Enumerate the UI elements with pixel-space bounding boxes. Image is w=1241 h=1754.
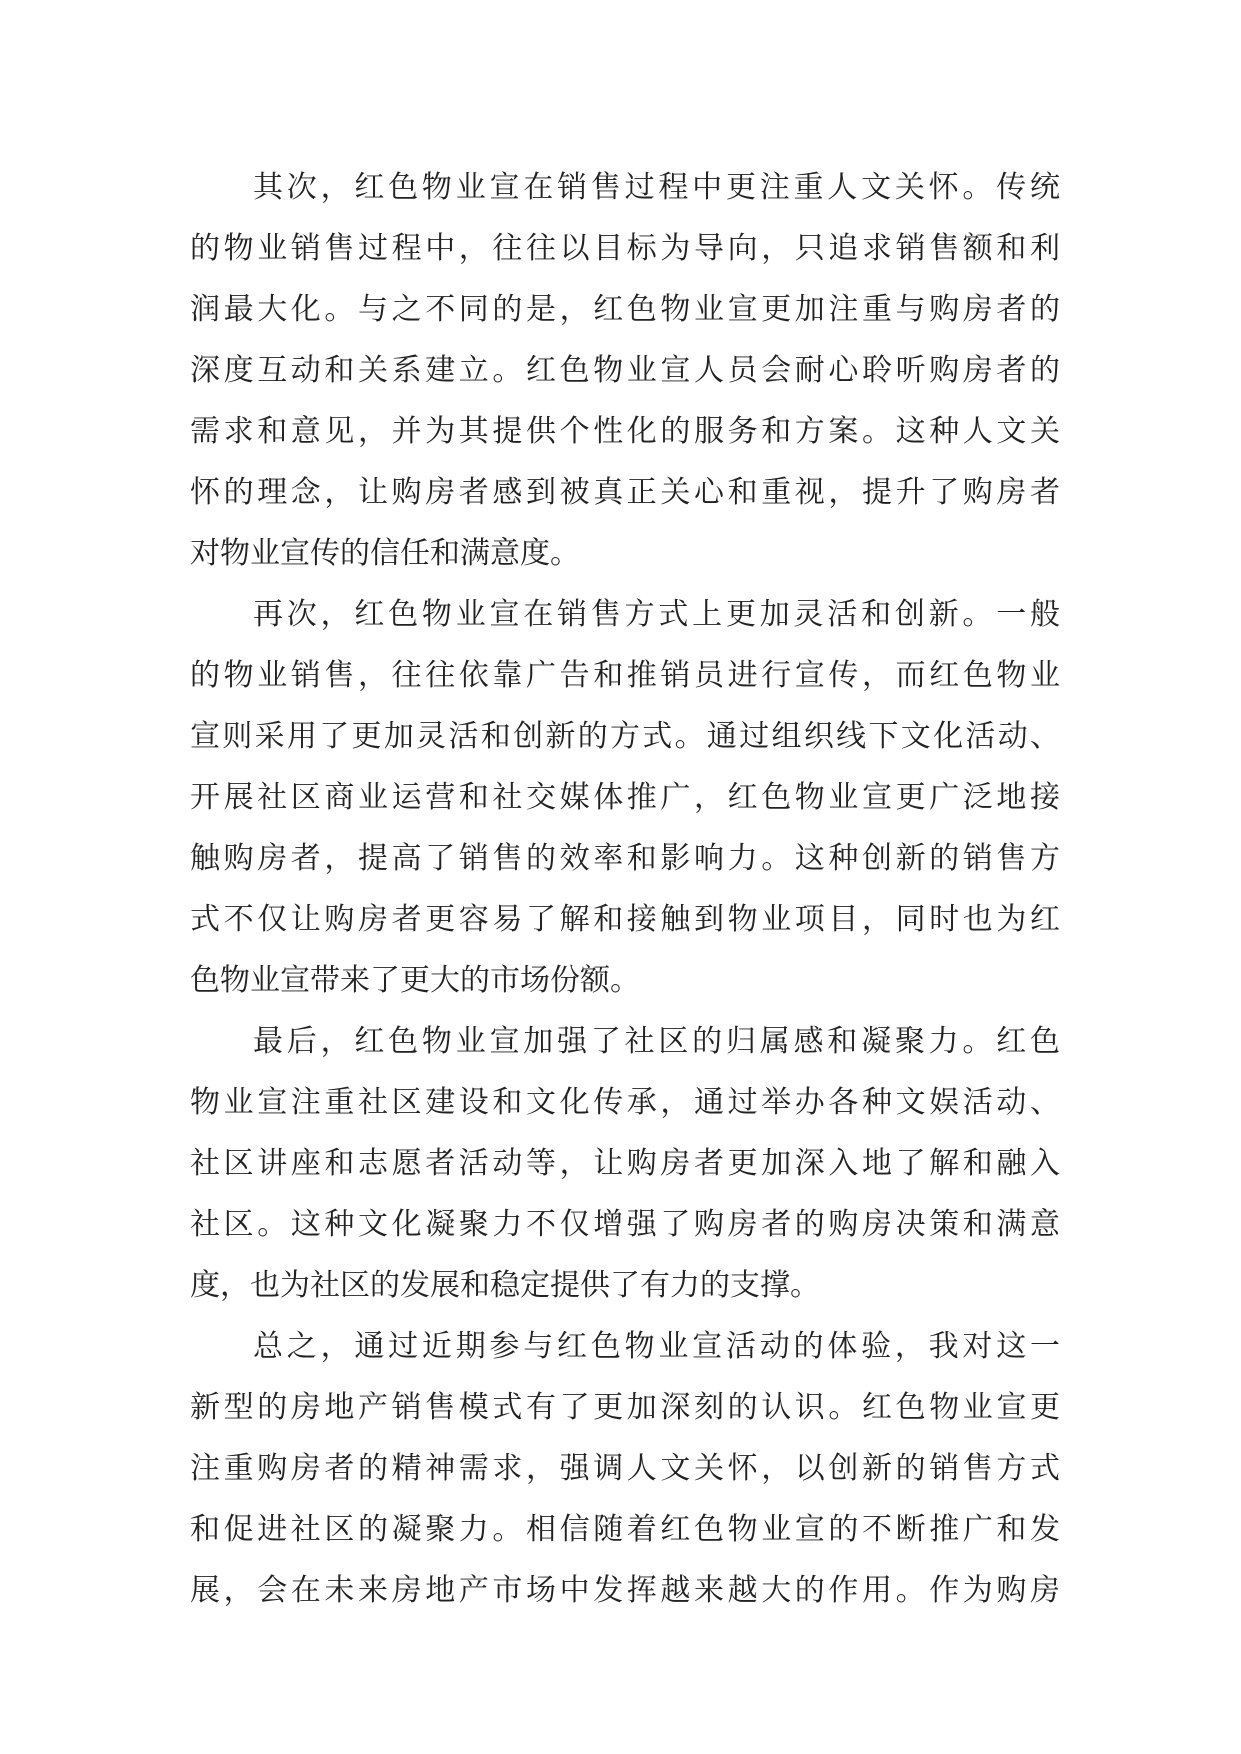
text-line: 最后，红色物业宣加强了社区的归属感和凝聚力。红色 [253,1024,1060,1059]
text-line: 触购房者，提高了销售的效率和影响力。这种创新的销售方 [190,841,1060,876]
paragraph-flexible-innovation [190,584,1060,1011]
paragraph-conclusion [190,1316,1060,1621]
text-line: 展，会在未来房地产市场中发挥越来越大的作用。作为购房 [190,1573,1060,1608]
text-line: 宣则采用了更加灵活和创新的方式。通过组织线下文化活动、 [190,719,1060,754]
text-line: 的物业销售过程中，往往以目标为导向，只追求销售额和利 [190,231,1060,266]
text-line: 怀的理念，让购房者感到被真正关心和重视，提升了购房者 [190,475,1060,510]
text-line: 需求和意见，并为其提供个性化的服务和方案。这种人文关 [190,414,1060,449]
paragraph-community-cohesion [190,1011,1060,1316]
text-line: 注重购房者的精神需求，强调人文关怀，以创新的销售方式 [190,1451,1060,1486]
text-line: 新型的房地产销售模式有了更加深刻的认识。红色物业宣更 [190,1390,1060,1425]
text-line: 和促进社区的凝聚力。相信随着红色物业宣的不断推广和发 [190,1512,1060,1547]
text-line: 社区讲座和志愿者活动等，让购房者更加深入地了解和融入 [190,1146,1060,1181]
text-line: 润最大化。与之不同的是，红色物业宣更加注重与购房者的 [190,292,1060,327]
paragraph-humanistic-care [190,157,1060,584]
text-line: 对物业宣传的信任和满意度。 [190,536,580,571]
text-line: 总之，通过近期参与红色物业宣活动的体验，我对这一 [253,1329,1060,1364]
text-line: 式不仅让购房者更容易了解和接触到物业项目，同时也为红 [190,902,1060,937]
text-line: 色物业宣带来了更大的市场份额。 [190,963,640,998]
text-line: 再次，红色物业宣在销售方式上更加灵活和创新。一般 [253,597,1060,632]
text-line: 物业宣注重社区建设和文化传承，通过举办各种文娱活动、 [190,1085,1060,1120]
text-line: 度，也为社区的发展和稳定提供了有力的支撑。 [190,1268,820,1303]
text-line: 社区。这种文化凝聚力不仅增强了购房者的购房决策和满意 [190,1207,1060,1242]
text-line: 深度互动和关系建立。红色物业宣人员会耐心聆听购房者的 [190,353,1060,388]
text-line: 其次，红色物业宣在销售过程中更注重人文关怀。传统 [253,170,1060,205]
text-line: 的物业销售，往往依靠广告和推销员进行宣传，而红色物业 [190,658,1060,693]
text-line: 开展社区商业运营和社交媒体推广，红色物业宣更广泛地接 [190,780,1060,815]
document-body [190,157,1060,1621]
